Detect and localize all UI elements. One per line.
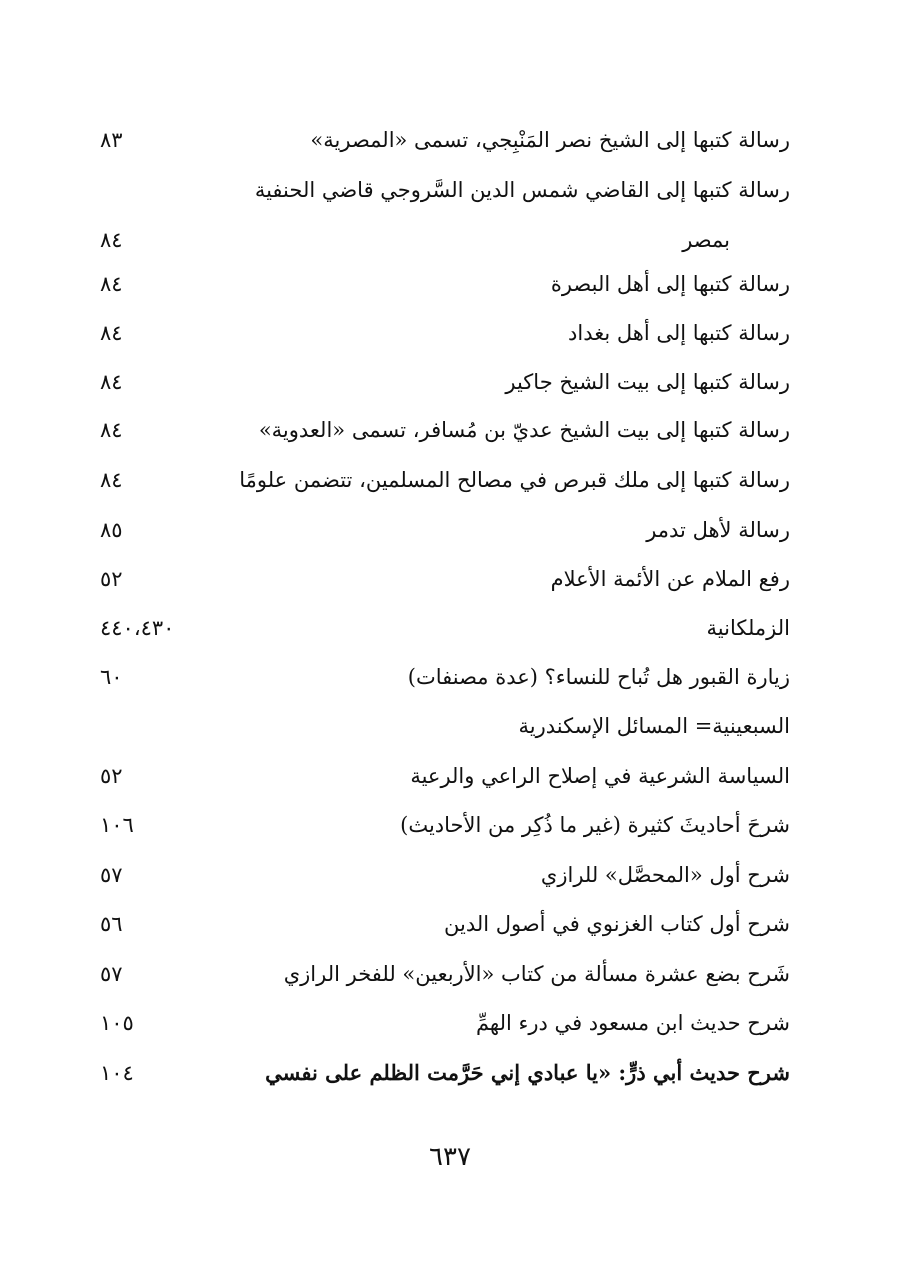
index-entry	[100, 1001, 790, 1045]
page-number: ٦٣٧	[429, 1142, 471, 1172]
entry-page-number: ٦٠	[100, 665, 123, 689]
entry-title: رسالة كتبها إلى أهل بغداد	[568, 321, 790, 345]
entry-title: رسالة كتبها إلى بيت الشيخ جاكير	[505, 370, 790, 394]
index-entry	[100, 1051, 790, 1095]
index-entry	[100, 952, 790, 996]
entry-page-number: ٥٧	[100, 863, 123, 887]
index-entry	[100, 168, 790, 252]
entry-title: رسالة كتبها إلى بيت الشيخ عديّ بن مُسافر، تسمى «العدوية»	[258, 418, 790, 442]
entry-page-number: ٥٢	[100, 567, 123, 591]
entry-page-number: ٨٤	[100, 321, 123, 345]
entry-page-number: ١٠٦	[100, 813, 134, 837]
index-entry	[100, 704, 790, 748]
entry-page-number: ٥٦	[100, 912, 123, 936]
entry-page-number: ٨٤	[100, 418, 123, 442]
entry-title: رسالة كتبها إلى أهل البصرة	[550, 272, 790, 296]
index-entry	[100, 902, 790, 946]
index-entry	[100, 262, 790, 306]
entry-title: شرح أول «المحصَّل» للرازي	[540, 863, 790, 887]
entry-title: شَرح بضع عشرة مسألة من كتاب «الأربعين» للفخر الرازي	[283, 962, 790, 986]
entry-page-number: ١٠٤	[100, 1061, 134, 1085]
index-entry	[100, 118, 790, 162]
index-entry	[100, 853, 790, 897]
entry-title-continuation: بمصر	[682, 228, 730, 252]
entry-title: رسالة كتبها إلى ملك قبرص في مصالح المسلمين، تتضمن علومًا	[239, 468, 790, 492]
entry-page-number: ٥٢	[100, 764, 123, 788]
entry-title: السياسة الشرعية في إصلاح الراعي والرعية	[410, 764, 790, 788]
entry-title: شرح أول كتاب الغزنوي في أصول الدين	[443, 912, 790, 936]
index-entry	[100, 557, 790, 601]
entry-title: السبعينية= المسائل الإسكندرية	[518, 714, 790, 738]
entry-page-number: ٨٣	[100, 128, 123, 152]
entry-title: رسالة كتبها إلى الشيخ نصر المَنْبِجي، تسمى «المصرية»	[310, 128, 790, 152]
index-entry	[100, 508, 790, 552]
index-entry	[100, 360, 790, 404]
entry-page-number: ٥٧	[100, 962, 123, 986]
entry-page-number: ٨٤	[100, 228, 123, 252]
index-entry	[100, 606, 790, 650]
index-entry	[100, 408, 790, 452]
index-entry	[100, 754, 790, 798]
entry-page-number: ٨٤	[100, 468, 123, 492]
entry-page-number: ٨٤	[100, 272, 123, 296]
entry-page-number: ٤٤٠،٤٣٠	[100, 616, 175, 640]
index-entry	[100, 655, 790, 699]
entry-title: رسالة لأهل تدمر	[646, 518, 790, 542]
entry-title: شرحَ أحاديثَ كثيرة (غير ما ذُكِر من الأحاديث)	[400, 813, 790, 837]
entry-title: رسالة كتبها إلى القاضي شمس الدين السَّروجي قاضي الحنفية	[254, 178, 790, 202]
index-entry	[100, 311, 790, 355]
entry-title: رفع الملام عن الأئمة الأعلام	[550, 567, 790, 591]
entry-page-number: ١٠٥	[100, 1011, 134, 1035]
entry-title: زيارة القبور هل تُباح للنساء؟ (عدة مصنفات)	[407, 665, 790, 689]
index-entry	[100, 803, 790, 847]
entry-title: الزملكانية	[706, 616, 790, 640]
entry-title: شرح حديث أبي ذرٍّ: «يا عبادي إني حَرَّمت الظلم على نفسي	[265, 1060, 790, 1085]
entry-page-number: ٨٤	[100, 370, 123, 394]
index-entry	[100, 458, 790, 502]
entry-title: شرح حديث ابن مسعود في درء الهمِّ	[475, 1011, 790, 1035]
entry-page-number: ٨٥	[100, 518, 123, 542]
